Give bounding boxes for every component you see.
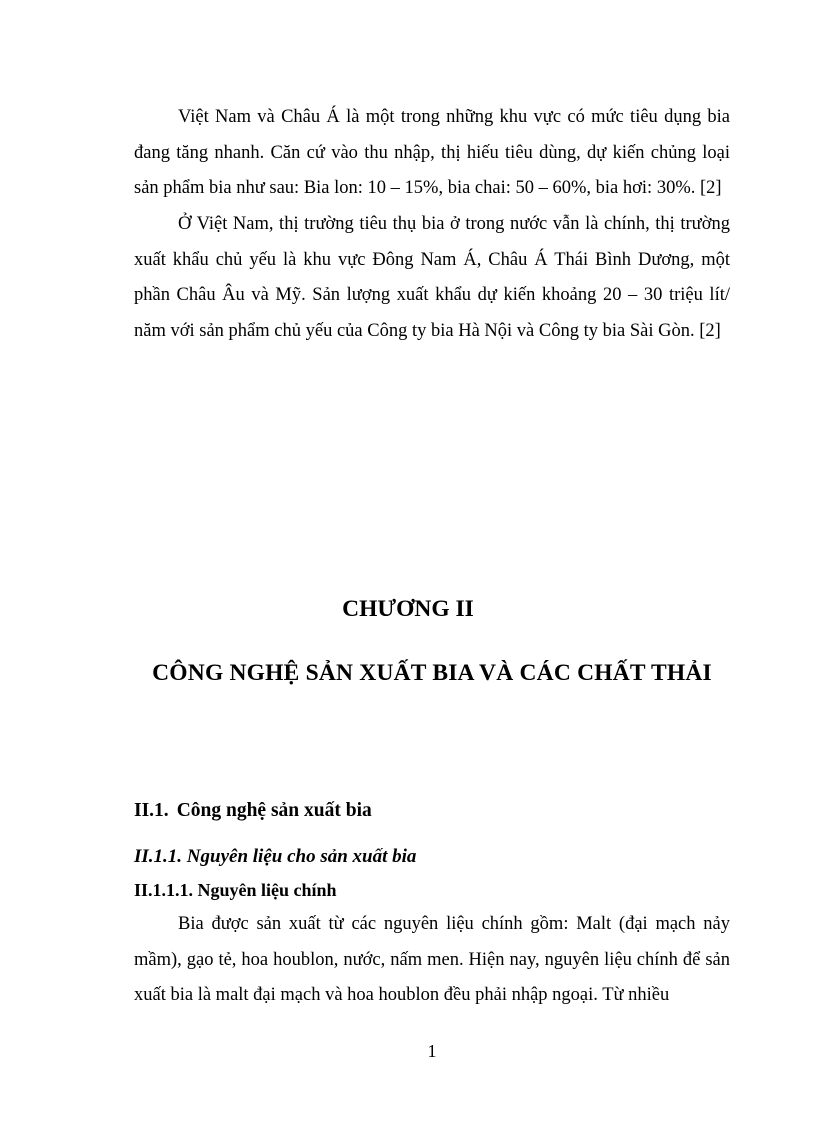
chapter-number: CHƯƠNG II — [342, 596, 474, 622]
paragraph-beer-consumption-asia: Việt Nam và Châu Á là một trong những khu vực có mức tiêu dụng bia đang tăng nhanh. Căn cứ vào thu nhập, thị hiếu tiêu dùng, dự kiến chủng loại sản phẩm bia như sau: Bia lon: 10 – 15%, bia chai: 50 – 60%, bia hơi: 30%. [2] — [134, 107, 730, 198]
subsection-heading: II.1.1. Nguyên liệu cho sản xuất bia — [134, 846, 417, 867]
chapter-title: CÔNG NGHỆ SẢN XUẤT BIA VÀ CÁC CHẤT THẢI — [152, 660, 712, 686]
subsubsection-heading: II.1.1.1. Nguyên liệu chính — [134, 880, 337, 900]
section-title: Công nghệ sản xuất bia — [176, 800, 372, 821]
page-number: 1 — [427, 1041, 437, 1061]
paragraph-vietnam-beer-market: Ở Việt Nam, thị trường tiêu thụ bia ở trong nước vẫn là chính, thị trường xuất khẩu chủ yếu là khu vực Đông Nam Á, Châu Á Thái Bình Dương, một phần Châu Âu và Mỹ. Sản lượng xuất khẩu dự kiến khoảng 20 – 30 triệu lít/ năm với sản phẩm chủ yếu của Công ty bia Hà Nội và Công ty bia Sài Gòn. [2] — [134, 214, 730, 341]
section-number: II.1. — [134, 800, 169, 821]
section-heading — [134, 800, 372, 822]
paragraph-main-ingredients: Bia được sản xuất từ các nguyên liệu chính gồm: Malt (đại mạch nảy mầm), gạo tẻ, hoa houblon, nước, nấm men. Hiện nay, nguyên liệu chính để sản xuất bia là malt đại mạch và hoa houblon đều phải nhập ngoại. Từ nhiều — [134, 914, 730, 1005]
